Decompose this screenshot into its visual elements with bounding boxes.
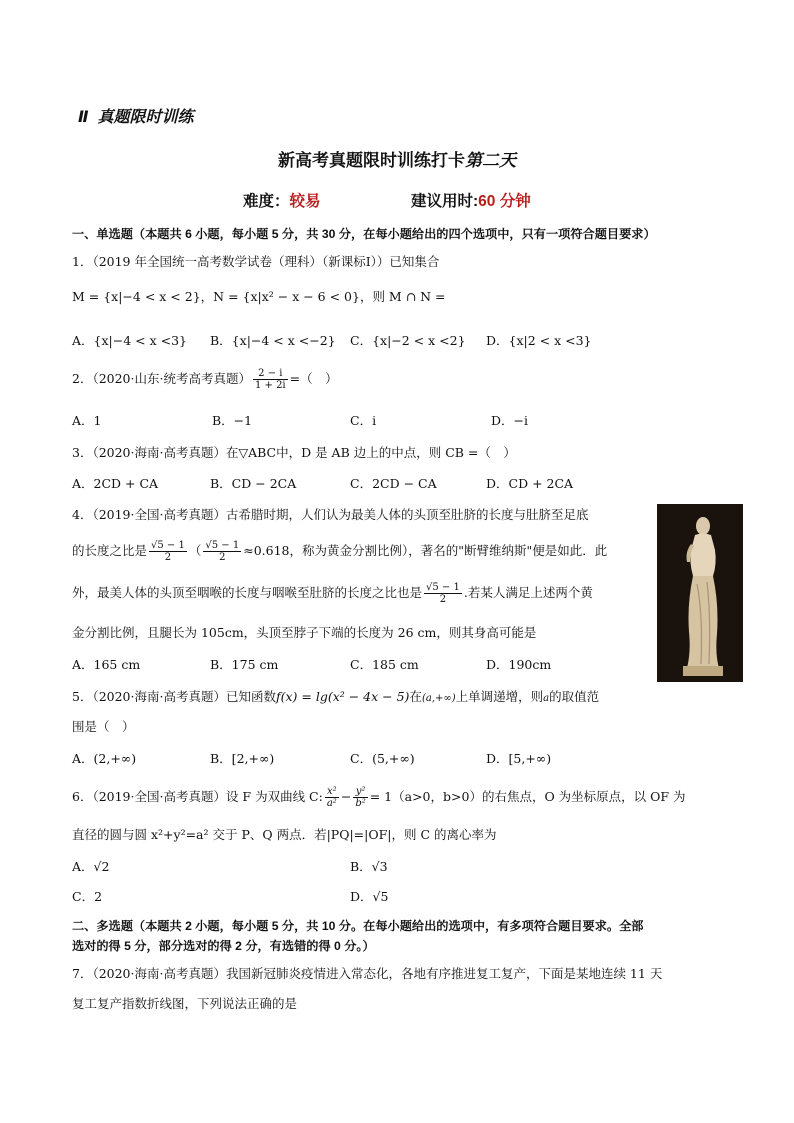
q1-sets: M = {x|−4 < x < 2}，N = {x|x² − x − 6 < 0}，则 M ∩ N = <box>72 289 446 304</box>
q2-prefix: 2．（2020·山东·统考高考真题） <box>72 371 251 386</box>
q4-line2-c: ≈0.618，称为黄金分割比例），著名的"断臂维纳斯"便是如此．此 <box>243 543 608 558</box>
q4-line2-a: 的长度之比是 <box>72 543 148 558</box>
q6-x-fraction <box>325 786 339 809</box>
q6-line1: 6．（2019·全国·高考真题）设 F 为双曲线 C: $\frac{\text{x²}}{\text{a²}}$ − $\frac{\text{y²}}{\text{b²}}$ = 1（a>0，b>0）的右焦点，O 为坐标原点，以 OF 为 <box>72 786 686 809</box>
q5-line1 <box>72 687 599 705</box>
q1-option-b: B．{x|−4 < x <−2} <box>210 333 336 348</box>
section-title: 真题限时训练 <box>97 109 194 126</box>
q4-option-a: A．165 cm <box>72 657 141 672</box>
section-heading <box>78 104 193 127</box>
q4-option-c: C．185 cm <box>350 657 419 672</box>
difficulty <box>243 189 321 211</box>
q2-option-b: B．−1 <box>212 413 253 428</box>
q6-option-b: B．√3 <box>350 859 388 874</box>
q4-frac2-den: 2 <box>219 552 226 563</box>
difficulty-value: 较易 <box>289 193 321 210</box>
q4-frac3-num: √5 − 1 <box>426 582 460 593</box>
q1-stem: 1．（2019 年全国统一高考数学试卷（理科）（新课标Ⅰ））已知集合 <box>72 254 440 269</box>
q2-option-a: A．1 <box>72 413 102 428</box>
q3-option-d: D．CD + 2CA <box>486 476 574 491</box>
q2-stem <box>72 368 338 391</box>
q4-frac3-den: 2 <box>439 594 447 605</box>
q5-option-a: A．(2,+∞) <box>72 751 137 766</box>
q1-option-a: A．{x|−4 < x <3} <box>72 333 187 348</box>
q4-golden-fraction-2 <box>203 540 241 563</box>
part2-heading-line2: 选对的得 5 分，部分选对的得 2 分，有选错的得 0 分。） <box>72 939 375 953</box>
difficulty-label: 难度： <box>243 193 290 210</box>
venus-de-milo-image <box>657 504 743 682</box>
time-label: 建议用时: <box>411 193 479 210</box>
q1-option-c: C．{x|−2 < x <2} <box>350 333 466 348</box>
time-value: 60 分钟 <box>478 193 531 210</box>
q6-y-den: b² <box>355 798 366 809</box>
q5-option-b: B．[2,+∞) <box>210 751 275 766</box>
q3-option-c: C．2CD − CA <box>350 476 437 491</box>
q6-x-den: a² <box>326 798 337 809</box>
q4-line4: 金分割比例，且腿长为 105cm，头顶至脖子下端的长度为 26 cm，则其身高可能是 <box>72 625 537 640</box>
q3-option-a: A．2CD + CA <box>72 476 159 491</box>
q4-golden-fraction <box>149 540 187 563</box>
q4-line3-a: 外，最美人体的头顶至咽喉的长度与咽喉至肚脐的长度之比也是 <box>72 585 423 600</box>
q2-fraction <box>253 368 288 391</box>
q1-option-d: D．{x|2 < x <3} <box>486 333 592 348</box>
q4-option-d: D．190cm <box>486 657 552 672</box>
title-main: 新高考真题限时训练打卡 <box>278 151 465 170</box>
q2-numerator: 2 − i <box>253 368 288 380</box>
suggested-time <box>411 189 531 211</box>
q6-y-fraction <box>353 786 367 809</box>
section-roman-numeral: Ⅱ <box>78 109 89 126</box>
q4-line3 <box>72 582 593 605</box>
q6-line1-b: = 1（a>0，b>0）的右焦点，O 为坐标原点，以 OF 为 <box>369 789 686 804</box>
q2-option-d: D．−i <box>491 413 528 428</box>
q6-y-num: y² <box>353 786 367 798</box>
q5-interval: (a,+∞) <box>421 693 456 704</box>
q5-line1-b: 在 <box>409 689 422 704</box>
q4-line1: 4．（2019·全国·高考真题）古希腊时期，人们认为最美人体的头顶至肚脐的长度与肚脐至足底 <box>72 507 589 522</box>
q5-line1-c: 上单调递增，则 <box>455 689 544 704</box>
q5-alpha: a <box>543 693 550 704</box>
q4-golden-fraction-3 <box>424 582 462 605</box>
q5-line1-d: 的取值范 <box>549 689 600 704</box>
q4-line2-b: （ <box>188 543 202 558</box>
q4-frac2-num: √5 − 1 <box>205 540 240 551</box>
part2-heading-line1: 二、多选题（本题共 2 小题，每小题 5 分，共 10 分。在每小题给出的选项中，有多项符合题目要求。全部 <box>72 919 644 933</box>
q3-stem: 3．（2020·海南·高考真题）在▽ABC中，D 是 AB 边上的中点，则 CB =（ ） <box>72 445 516 460</box>
q2-suffix: =（ ） <box>289 371 338 386</box>
q6-line2: 直径的圆与圆 x²+y²=a² 交于 P、Q 两点．若|PQ|=|OF|，则 C 的离心率为 <box>72 827 497 842</box>
q6-line1-a: 6．（2019·全国·高考真题）设 F 为双曲线 C: <box>72 789 323 804</box>
q7-line1: 7．（2020·海南·高考真题）我国新冠肺炎疫情进入常态化，各地有序推进复工复产，下面是某地连续 11 天 <box>72 966 663 981</box>
q3-option-b: B．CD − 2CA <box>210 476 297 491</box>
q5-line2: 围是（ ） <box>72 719 135 734</box>
q6-option-a: A．√2 <box>72 859 110 874</box>
q5-option-d: D．[5,+∞) <box>486 751 552 766</box>
part1-heading: 一、单选题（本题共 6 小题，每小题 5 分，共 30 分，在每小题给出的四个选项中，只有一项符合题目要求） <box>72 227 656 241</box>
q5-function: f(x) = lg(x² − 4x − 5) <box>275 689 410 704</box>
title-italic: 第二天 <box>465 151 516 170</box>
q6-x-num: x² <box>325 786 339 798</box>
q7-line2: 复工复产指数折线图，下列说法正确的是 <box>72 996 298 1011</box>
q4-line2 <box>72 540 607 563</box>
q4-option-b: B．175 cm <box>210 657 279 672</box>
q5-line1-a: 5．（2020·海南·高考真题）已知函数 <box>72 689 276 704</box>
q6-option-c: C．2 <box>72 889 103 904</box>
q2-option-c: C．i <box>350 413 377 428</box>
page-title <box>0 146 794 171</box>
q4-frac-num: √5 − 1 <box>151 540 185 551</box>
q6-option-d: D．√5 <box>350 889 389 904</box>
q4-frac-den: 2 <box>164 552 172 563</box>
q2-denominator: 1 + 2i <box>254 380 286 391</box>
q4-line3-b: .若某人满足上述两个黄 <box>463 585 593 600</box>
q5-option-c: C．(5,+∞) <box>350 751 415 766</box>
